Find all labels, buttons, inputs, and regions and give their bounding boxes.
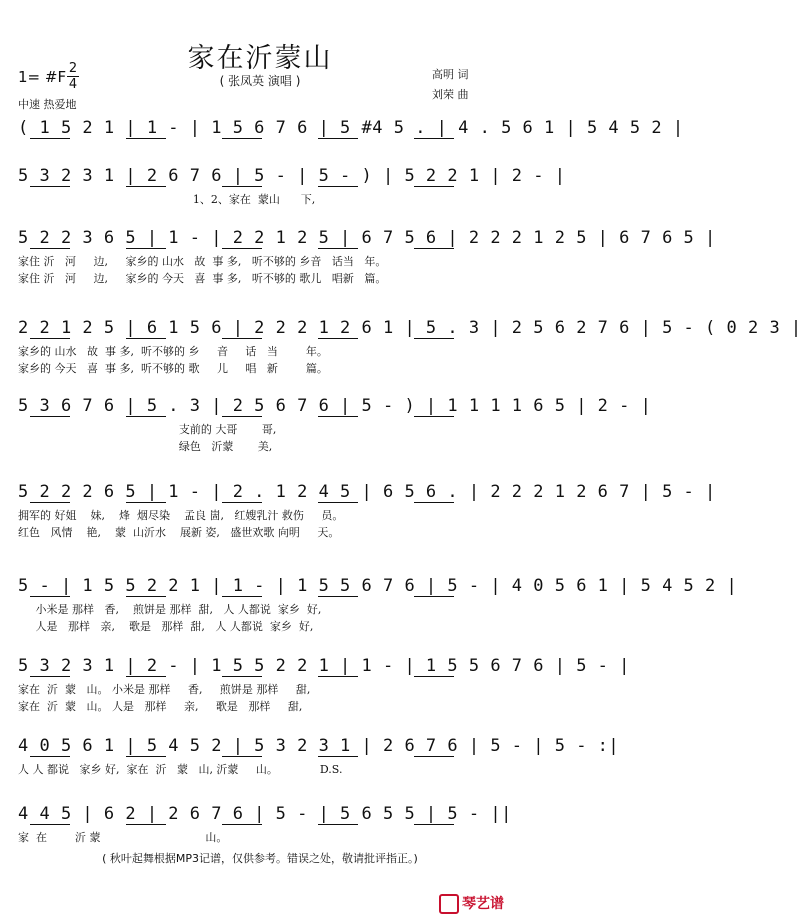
lyric-line: 红色 风情 艳, 蒙 山沂水 展新 姿, 盛世欢歌 向明 天。 <box>18 526 340 539</box>
rhythm-underline <box>222 416 262 417</box>
notation-row: 5 3 2 3 1 | 2 6 7 6 | 5 - | 5 - ) | 5 2 2 1 | 2 - | <box>18 166 566 186</box>
watermark-text: 琴艺谱 <box>462 896 504 912</box>
lyric-line: 家在 沂 蒙 山。 人是 那样 亲, 歌是 那样 甜, <box>18 700 303 713</box>
notation-row: ( 1 5 2 1 | 1 - | 1 5 6 7 6 | 5 #4 5 . | 4 . 5 6 1 | 5 4 5 2 | <box>18 118 684 138</box>
rhythm-underline <box>126 676 166 677</box>
lyricist-credit: 高明 词 <box>432 68 469 81</box>
rhythm-underline <box>30 186 70 187</box>
rhythm-underline <box>30 756 70 757</box>
key-signature: 1= #F <box>18 68 67 86</box>
lyric-line: 支前的 大哥 哥, <box>18 423 277 436</box>
rhythm-underline <box>318 676 358 677</box>
notation-row: 5 2 2 3 6 5 | 1 - | 2 2 1 2 5 | 6 7 5 6 | 2 2 2 1 2 5 | 6 7 6 5 | <box>18 228 716 248</box>
rhythm-underline <box>126 416 166 417</box>
lyric-line: 家乡的 今天 喜 事 多, 听不够的 歌 儿 唱 新 篇。 <box>18 362 328 375</box>
rhythm-underline <box>414 138 454 139</box>
rhythm-underline <box>126 824 166 825</box>
time-bottom: 4 <box>68 77 78 92</box>
lyric-line: 人是 那样 亲, 歌是 那样 甜, 人 人都说 家乡 好, <box>18 620 314 633</box>
rhythm-underline <box>30 824 70 825</box>
rhythm-underline <box>414 248 454 249</box>
rhythm-underline <box>30 138 70 139</box>
notation-row: 5 2 2 2 6 5 | 1 - | 2 . 1 2 4 5 | 6 5 6 . | 2 2 2 1 2 6 7 | 5 - | <box>18 482 716 502</box>
rhythm-underline <box>318 138 358 139</box>
lyric-line: 家在 沂 蒙 山。 小米是 那样 香, 煎饼是 那样 甜, <box>18 683 311 696</box>
notation-row: 2 2 1 2 5 | 6 1 5 6 | 2 2 2 1 2 6 1 | 5 . 3 | 2 5 6 2 7 6 | 5 - ( 0 2 3 | <box>18 318 802 338</box>
rhythm-underline <box>222 756 262 757</box>
rhythm-underline <box>414 186 454 187</box>
rhythm-underline <box>222 676 262 677</box>
footer-note: ( 秋叶起舞根据MP3记谱，仅供参考。错误之处，敬请批评指正。) <box>102 852 418 865</box>
rhythm-underline <box>126 596 166 597</box>
rhythm-underline <box>318 596 358 597</box>
lyric-line: 绿色 沂蒙 美, <box>18 440 273 453</box>
rhythm-underline <box>318 248 358 249</box>
rhythm-underline <box>30 338 70 339</box>
lyric-line: 1、2、家在 蒙山 下, <box>18 193 316 206</box>
rhythm-underline <box>414 502 454 503</box>
rhythm-underline <box>30 676 70 677</box>
rhythm-underline <box>318 186 358 187</box>
lyric-line: 家乡的 山水 故 事 多, 听不够的 乡 音 话 当 年。 <box>18 345 328 358</box>
composer-credit: 刘荣 曲 <box>432 88 469 101</box>
lyric-line: 家 在 沂 蒙 山。 <box>18 831 228 844</box>
notation-row: 4 0 5 6 1 | 5 4 5 2 | 5 3 2 3 1 | 2 6 7 6 | 5 - | 5 - :| <box>18 736 620 756</box>
rhythm-underline <box>318 338 358 339</box>
rhythm-underline <box>222 338 262 339</box>
rhythm-underline <box>414 596 454 597</box>
rhythm-underline <box>414 756 454 757</box>
rhythm-underline <box>222 502 262 503</box>
lyric-line: 人 人 都说 家乡 好, 家在 沂 蒙 山, 沂蒙 山。 D.S. <box>18 763 343 776</box>
rhythm-underline <box>318 502 358 503</box>
rhythm-underline <box>126 338 166 339</box>
rhythm-underline <box>222 138 262 139</box>
rhythm-underline <box>222 824 262 825</box>
notation-row: 4 4 5 | 6 2 | 2 6 7 6 | 5 - | 5 6 5 5 | 5 - || <box>18 804 512 824</box>
singer-credit: ( 张凤英 演唱 ) <box>219 74 301 88</box>
rhythm-underline <box>30 596 70 597</box>
rhythm-underline <box>126 756 166 757</box>
rhythm-underline <box>222 186 262 187</box>
rhythm-underline <box>30 248 70 249</box>
rhythm-underline <box>222 596 262 597</box>
logo-icon <box>439 894 459 914</box>
lyric-line: 拥军的 好姐 妹, 烽 烟尽染 孟良 崮, 红嫂乳汁 救伤 员。 <box>18 509 344 522</box>
watermark-logo <box>439 893 504 914</box>
time-signature <box>66 62 80 91</box>
rhythm-underline <box>126 138 166 139</box>
lyric-line: 家住 沂 河 边, 家乡的 山水 故 事 多, 听不够的 乡音 话当 年。 <box>18 255 387 268</box>
rhythm-underline <box>414 824 454 825</box>
rhythm-underline <box>414 676 454 677</box>
rhythm-underline <box>318 824 358 825</box>
rhythm-underline <box>318 416 358 417</box>
rhythm-underline <box>30 502 70 503</box>
rhythm-underline <box>414 416 454 417</box>
notation-row: 5 3 2 3 1 | 2 - | 1 5 5 2 2 1 | 1 - | 1 5 5 6 7 6 | 5 - | <box>18 656 630 676</box>
lyric-line: 家住 沂 河 边, 家乡的 今天 喜 事 多, 听不够的 歌儿 唱新 篇。 <box>18 272 387 285</box>
rhythm-underline <box>318 756 358 757</box>
rhythm-underline <box>126 186 166 187</box>
score-title: 家在沂蒙山 <box>187 43 333 74</box>
lyric-line: 小米是 那样 香, 煎饼是 那样 甜, 人 人都说 家乡 好, <box>18 603 322 616</box>
rhythm-underline <box>414 338 454 339</box>
rhythm-underline <box>126 248 166 249</box>
time-top: 2 <box>68 61 78 76</box>
tempo-marking: 中速 热爱地 <box>18 98 77 111</box>
rhythm-underline <box>222 248 262 249</box>
rhythm-underline <box>126 502 166 503</box>
rhythm-underline <box>30 416 70 417</box>
notation-row: 5 - | 1 5 5 2 2 1 | 1 - | 1 5 5 6 7 6 | 5 - | 4 0 5 6 1 | 5 4 5 2 | <box>18 576 738 596</box>
notation-row: 5 3 6 7 6 | 5 . 3 | 2 5 6 7 6 | 5 - ) | 1 1 1 1 6 5 | 2 - | <box>18 396 652 416</box>
